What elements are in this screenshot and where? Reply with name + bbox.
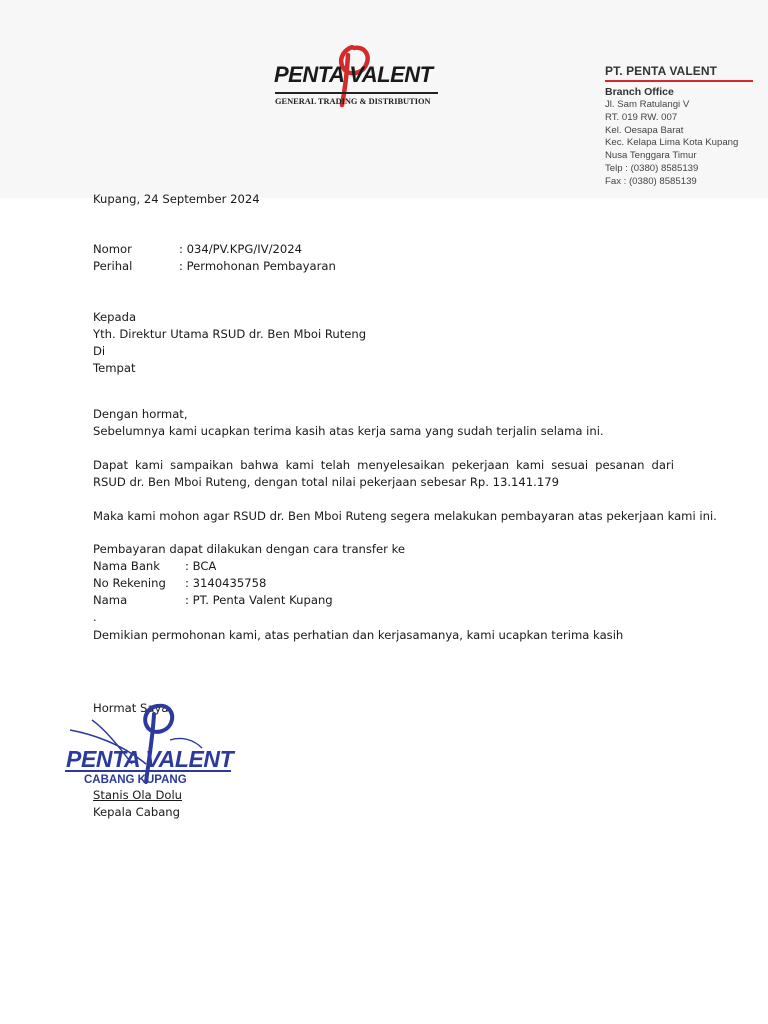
branch-red-rule <box>605 80 753 82</box>
address-line: Kel. Oesapa Barat <box>605 124 684 136</box>
company-logo <box>272 45 442 109</box>
greeting: Dengan hormat, <box>93 407 188 421</box>
payment-bank-row <box>93 558 216 575</box>
address-line: Nusa Tenggara Timur <box>605 150 697 162</box>
meta-subject-row <box>93 258 336 275</box>
address-line: Kec. Kelapa Lima Kota Kupang <box>605 137 739 149</box>
recipient-line: Yth. Direktur Utama RSUD dr. Ben Mboi Ruteng <box>93 327 367 341</box>
stray-dot: . <box>93 610 97 624</box>
payment-label: Nama Bank <box>93 559 160 573</box>
logo-tagline: GENERAL TRADING & DISTRIBUTION <box>275 97 431 106</box>
paragraph-thanks: Sebelumnya kami ucapkan terima kasih atas kerja sama yang sudah terjalin selama ini. <box>93 424 604 438</box>
paragraph-payment-request: Maka kami mohon agar RSUD dr. Ben Mboi Ruteng segera melakukan pembayaran atas pekerjaan kami ini. <box>93 509 717 523</box>
recipient-line: Tempat <box>93 361 136 375</box>
meta-label: Perihal <box>93 259 133 273</box>
signature-salutation: Hormat Saya, <box>93 701 173 715</box>
place-date: Kupang, 24 September 2024 <box>93 192 260 206</box>
recipient-line: Kepada <box>93 310 137 324</box>
meta-value: : 034/PV.KPG/IV/2024 <box>179 242 302 256</box>
paragraph-work-completed: Dapat kami sampaikan bahwa kami telah menyelesaikan pekerjaan kami sesuai pesanan dari RSUD dr. Ben Mboi Ruteng, dengan total nilai pekerjaan sebesar Rp. 13.141.179 <box>93 458 674 489</box>
branch-office-label: Branch Office <box>605 86 674 98</box>
branch-office-block <box>605 64 753 189</box>
closing-paragraph: Demikian permohonan kami, atas perhatian dan kerjasamanya, kami ucapkan terima kasih <box>93 628 624 642</box>
phone-line: Telp : (0380) 8585139 <box>605 162 699 174</box>
address-line: RT. 019 RW. 007 <box>605 111 678 123</box>
meta-number-row <box>93 241 302 258</box>
payment-label: No Rekening <box>93 576 166 590</box>
logo-brand-text: PENTA VALENT <box>274 62 433 87</box>
payment-label: Nama <box>93 593 128 607</box>
address-line: Jl. Sam Ratulangi V <box>605 99 690 110</box>
payment-value: : 3140435758 <box>185 576 267 590</box>
meta-value: : Permohonan Pembayaran <box>179 259 336 273</box>
stamp-sub-text: CABANG KUPANG <box>84 774 187 786</box>
payment-intro: Pembayaran dapat dilakukan dengan cara transfer ke <box>93 542 406 556</box>
signatory-name: Stanis Ola Dolu <box>93 788 183 802</box>
payment-account-row <box>93 575 266 592</box>
logo-divider <box>275 92 438 94</box>
stamp-main-text: PENTA VALENT <box>66 746 234 772</box>
payment-name-row <box>93 592 333 609</box>
recipient-line: Di <box>93 344 106 358</box>
branch-company-name: PT. PENTA VALENT <box>605 64 718 78</box>
payment-value: : PT. Penta Valent Kupang <box>185 593 333 607</box>
meta-label: Nomor <box>93 242 132 256</box>
fax-line: Fax : (0380) 8585139 <box>605 175 697 187</box>
payment-value: : BCA <box>185 559 217 573</box>
signatory-title: Kepala Cabang <box>93 805 181 819</box>
company-stamp <box>62 700 234 796</box>
